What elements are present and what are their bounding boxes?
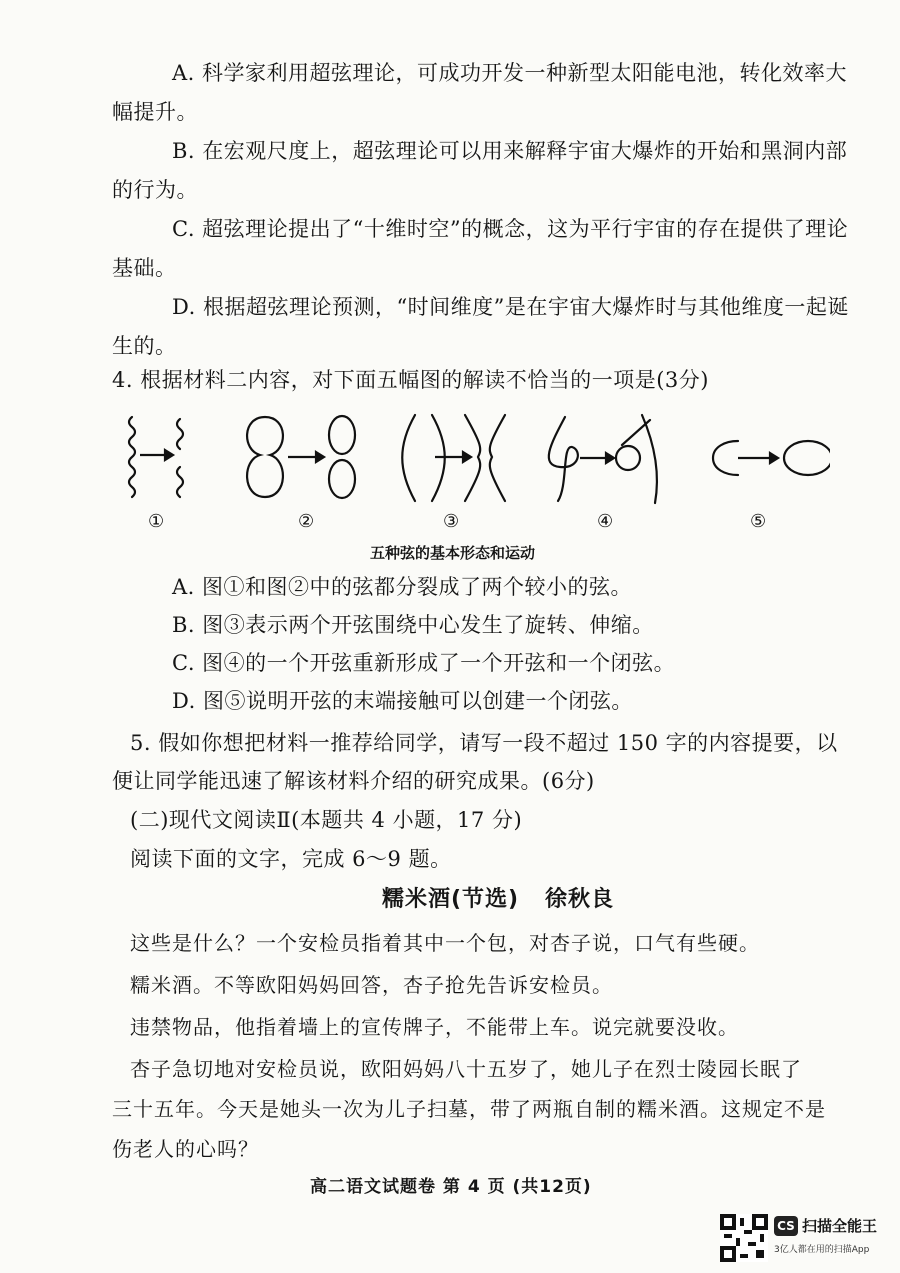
- q4-stem: 4. 根据材料二内容，对下面五幅图的解读不恰当的一项是(3分): [112, 368, 709, 392]
- arrow-icon: [463, 452, 471, 462]
- figure-label-1: ①: [148, 511, 165, 532]
- qr-code-icon: [720, 1214, 768, 1262]
- figure-arrows: [140, 450, 778, 463]
- q3-option-d-line2: 生的。: [112, 334, 177, 358]
- figure-label-4: ④: [597, 511, 614, 532]
- string-forms-figure: [110, 405, 830, 535]
- arrow-icon: [606, 453, 614, 463]
- q3-option-a-line1: A. 科学家利用超弦理论，可成功开发一种新型太阳能电池，转化效率大: [172, 61, 848, 85]
- q4-option-c: C. 图④的一个开弦重新形成了一个开弦和一个闭弦。: [172, 651, 676, 675]
- arrow-icon: [165, 450, 173, 460]
- figure-caption: 五种弦的基本形态和运动: [370, 544, 536, 562]
- scanner-app-tagline: 3亿人都在用的扫描App: [774, 1245, 870, 1255]
- q3-option-c-line2: 基础。: [112, 256, 177, 280]
- page-footer: 高二语文试题卷 第 4 页 (共12页): [310, 1177, 592, 1197]
- story-line-1: 这些是什么？一个安检员指着其中一个包，对杏子说，口气有些硬。: [130, 931, 760, 955]
- figure-label-2: ②: [298, 511, 315, 532]
- story-line-6: 伤老人的心吗？: [112, 1137, 259, 1161]
- q3-option-b-line2: 的行为。: [112, 178, 198, 202]
- q4-option-b: B. 图③表示两个开弦围绕中心发生了旋转、伸缩。: [172, 613, 654, 637]
- q3-option-a-line2: 幅提升。: [112, 100, 198, 124]
- figure-label-3: ③: [443, 511, 460, 532]
- q5-line2: 便让同学能迅速了解该材料介绍的研究成果。(6分): [112, 769, 595, 793]
- q5-line1: 5. 假如你想把材料一推荐给同学，请写一段不超过 150 字的内容提要，以: [130, 731, 838, 755]
- q3-option-c-line1: C. 超弦理论提出了“十维时空”的概念，这为平行宇宙的存在提供了理论: [172, 217, 849, 241]
- q4-option-a: A. 图①和图②中的弦都分裂成了两个较小的弦。: [172, 575, 633, 599]
- passage-author: 徐秋良: [545, 887, 615, 912]
- section2-heading: (二)现代文阅读Ⅱ(本题共 4 小题，17 分): [130, 808, 523, 832]
- q3-option-b-line1: B. 在宏观尺度上，超弦理论可以用来解释宇宙大爆炸的开始和黑洞内部: [172, 139, 848, 163]
- story-line-4: 杏子急切地对安检员说，欧阳妈妈八十五岁了，她儿子在烈士陵园长眠了: [130, 1057, 802, 1081]
- figure-label-5: ⑤: [750, 511, 767, 532]
- cs-logo: CS: [774, 1216, 798, 1236]
- arrow-icon: [770, 453, 778, 463]
- scanner-app-name: 扫描全能王: [802, 1217, 878, 1235]
- story-line-2: 糯米酒。不等欧阳妈妈回答，杏子抢先告诉安检员。: [130, 973, 613, 997]
- figure-1-drawing: [129, 417, 183, 497]
- arrow-icon: [316, 452, 324, 462]
- section2-instruction: 阅读下面的文字，完成 6～9 题。: [130, 847, 452, 871]
- q3-option-d-line1: D. 根据超弦理论预测，“时间维度”是在宇宙大爆炸时与其他维度一起诞: [172, 295, 849, 319]
- q4-option-d: D. 图⑤说明开弦的末端接触可以创建一个闭弦。: [172, 689, 633, 713]
- story-line-5: 三十五年。今天是她头一次为儿子扫墓，带了两瓶自制的糯米酒。这规定不是: [112, 1097, 826, 1121]
- story-line-3: 违禁物品，他指着墙上的宣传牌子，不能带上车。说完就要没收。: [130, 1015, 739, 1039]
- passage-title: 糯米酒(节选): [382, 887, 520, 912]
